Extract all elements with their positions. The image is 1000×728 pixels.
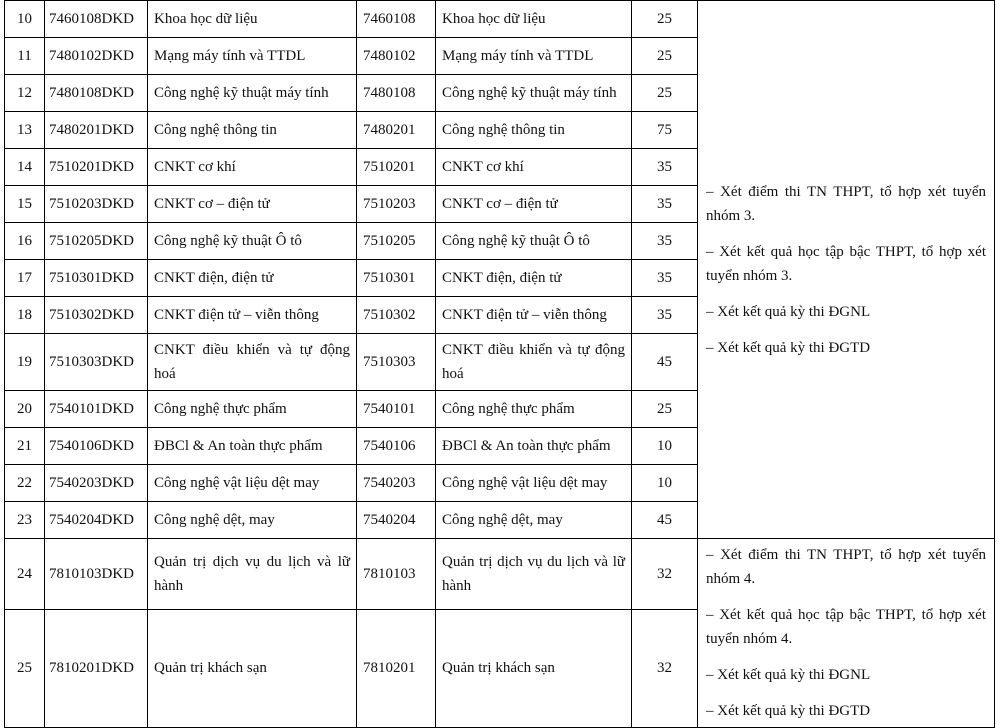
method-item: – Xét kết quả kỳ thi ĐGNL (706, 667, 871, 683)
program-name: Mạng máy tính và TTDL (148, 38, 357, 75)
program-code: 7810201DKD (45, 609, 148, 727)
method-item: – Xét kết quả kỳ thi ĐGTD (706, 339, 871, 356)
row-number: 10 (5, 1, 45, 38)
program-code: 7540204DKD (45, 502, 148, 539)
quota: 10 (632, 465, 698, 502)
row-number: 24 (5, 539, 45, 610)
major-name: Công nghệ kỹ thuật Ô tô (436, 223, 632, 260)
program-name: Công nghệ kỹ thuật máy tính (148, 75, 357, 112)
admission-methods-group4 (698, 539, 995, 728)
table-row (5, 539, 995, 610)
major-name: CNKT điều khiển và tự động hoá (436, 334, 632, 391)
major-code: 7480102 (357, 38, 436, 75)
quota: 35 (632, 260, 698, 297)
program-code: 7510205DKD (45, 223, 148, 260)
quota: 45 (632, 334, 698, 391)
major-code: 7460108 (357, 1, 436, 38)
row-number: 25 (5, 609, 45, 727)
program-code: 7460108DKD (45, 1, 148, 38)
program-name: Công nghệ thực phẩm (148, 391, 357, 428)
row-number: 18 (5, 297, 45, 334)
row-number: 17 (5, 260, 45, 297)
admission-methods-group3 (698, 1, 995, 539)
row-number: 22 (5, 465, 45, 502)
quota: 25 (632, 38, 698, 75)
major-name: Quản trị khách sạn (436, 609, 632, 727)
major-code: 7510201 (357, 149, 436, 186)
quota: 32 (632, 609, 698, 727)
program-name: Quản trị dịch vụ du lịch và lữ hành (148, 539, 357, 610)
row-number: 11 (5, 38, 45, 75)
row-number: 19 (5, 334, 45, 391)
quota: 45 (632, 502, 698, 539)
major-code: 7810201 (357, 609, 436, 727)
program-code: 7540101DKD (45, 391, 148, 428)
admission-table (4, 0, 995, 728)
major-code: 7510302 (357, 297, 436, 334)
major-name: Quản trị dịch vụ du lịch và lữ hành (436, 539, 632, 610)
major-name: CNKT điện tử – viễn thông (436, 297, 632, 334)
program-name: ĐBCl & An toàn thực phẩm (148, 428, 357, 465)
program-code: 7510201DKD (45, 149, 148, 186)
major-name: ĐBCl & An toàn thực phẩm (436, 428, 632, 465)
program-name: Công nghệ dệt, may (148, 502, 357, 539)
quota: 35 (632, 186, 698, 223)
major-code: 7540106 (357, 428, 436, 465)
program-name: CNKT cơ khí (148, 149, 357, 186)
major-code: 7810103 (357, 539, 436, 610)
major-code: 7480108 (357, 75, 436, 112)
program-code: 7510203DKD (45, 186, 148, 223)
method-item: – Xét kết quả kỳ thi ĐGTD (706, 703, 871, 719)
major-code: 7480201 (357, 112, 436, 149)
major-code: 7510303 (357, 334, 436, 391)
major-name: Công nghệ thực phẩm (436, 391, 632, 428)
quota: 75 (632, 112, 698, 149)
program-code: 7540203DKD (45, 465, 148, 502)
program-code: 7480201DKD (45, 112, 148, 149)
major-name: CNKT điện, điện tử (436, 260, 632, 297)
method-item: – Xét kết quả học tập bậc THPT, tổ hợp xét tuyển nhóm 3. (706, 243, 986, 284)
program-name: CNKT điều khiển và tự động hoá (148, 334, 357, 391)
quota: 25 (632, 1, 698, 38)
row-number: 16 (5, 223, 45, 260)
quota: 32 (632, 539, 698, 610)
major-name: Công nghệ dệt, may (436, 502, 632, 539)
method-item: – Xét điểm thi TN THPT, tổ hợp xét tuyển nhóm 4. (706, 547, 986, 587)
program-name: CNKT điện, điện tử (148, 260, 357, 297)
major-code: 7510301 (357, 260, 436, 297)
major-code: 7540204 (357, 502, 436, 539)
quota: 35 (632, 149, 698, 186)
major-name: Công nghệ kỹ thuật máy tính (436, 75, 632, 112)
method-item: – Xét kết quả kỳ thi ĐGNL (706, 303, 871, 320)
program-name: CNKT cơ – điện tử (148, 186, 357, 223)
table-row (5, 1, 995, 38)
row-number: 20 (5, 391, 45, 428)
major-code: 7510203 (357, 186, 436, 223)
major-name: CNKT cơ – điện tử (436, 186, 632, 223)
major-name: CNKT cơ khí (436, 149, 632, 186)
program-code: 7510301DKD (45, 260, 148, 297)
program-code: 7510302DKD (45, 297, 148, 334)
row-number: 13 (5, 112, 45, 149)
row-number: 14 (5, 149, 45, 186)
program-code: 7810103DKD (45, 539, 148, 610)
method-item: – Xét điểm thi TN THPT, tổ hợp xét tuyển nhóm 3. (706, 183, 986, 224)
quota: 35 (632, 297, 698, 334)
major-name: Công nghệ thông tin (436, 112, 632, 149)
program-code: 7510303DKD (45, 334, 148, 391)
program-code: 7540106DKD (45, 428, 148, 465)
major-name: Khoa học dữ liệu (436, 1, 632, 38)
program-name: Công nghệ vật liệu dệt may (148, 465, 357, 502)
program-code: 7480108DKD (45, 75, 148, 112)
program-name: CNKT điện tử – viễn thông (148, 297, 357, 334)
row-number: 21 (5, 428, 45, 465)
program-name: Công nghệ kỹ thuật Ô tô (148, 223, 357, 260)
major-name: Công nghệ vật liệu dệt may (436, 465, 632, 502)
program-name: Khoa học dữ liệu (148, 1, 357, 38)
major-name: Mạng máy tính và TTDL (436, 38, 632, 75)
quota: 35 (632, 223, 698, 260)
row-number: 12 (5, 75, 45, 112)
major-code: 7540203 (357, 465, 436, 502)
method-item: – Xét kết quả học tập bậc THPT, tổ hợp xét tuyển nhóm 4. (706, 607, 986, 647)
quota: 10 (632, 428, 698, 465)
row-number: 23 (5, 502, 45, 539)
quota: 25 (632, 75, 698, 112)
program-code: 7480102DKD (45, 38, 148, 75)
program-name: Công nghệ thông tin (148, 112, 357, 149)
program-name: Quản trị khách sạn (148, 609, 357, 727)
quota: 25 (632, 391, 698, 428)
major-code: 7540101 (357, 391, 436, 428)
row-number: 15 (5, 186, 45, 223)
major-code: 7510205 (357, 223, 436, 260)
